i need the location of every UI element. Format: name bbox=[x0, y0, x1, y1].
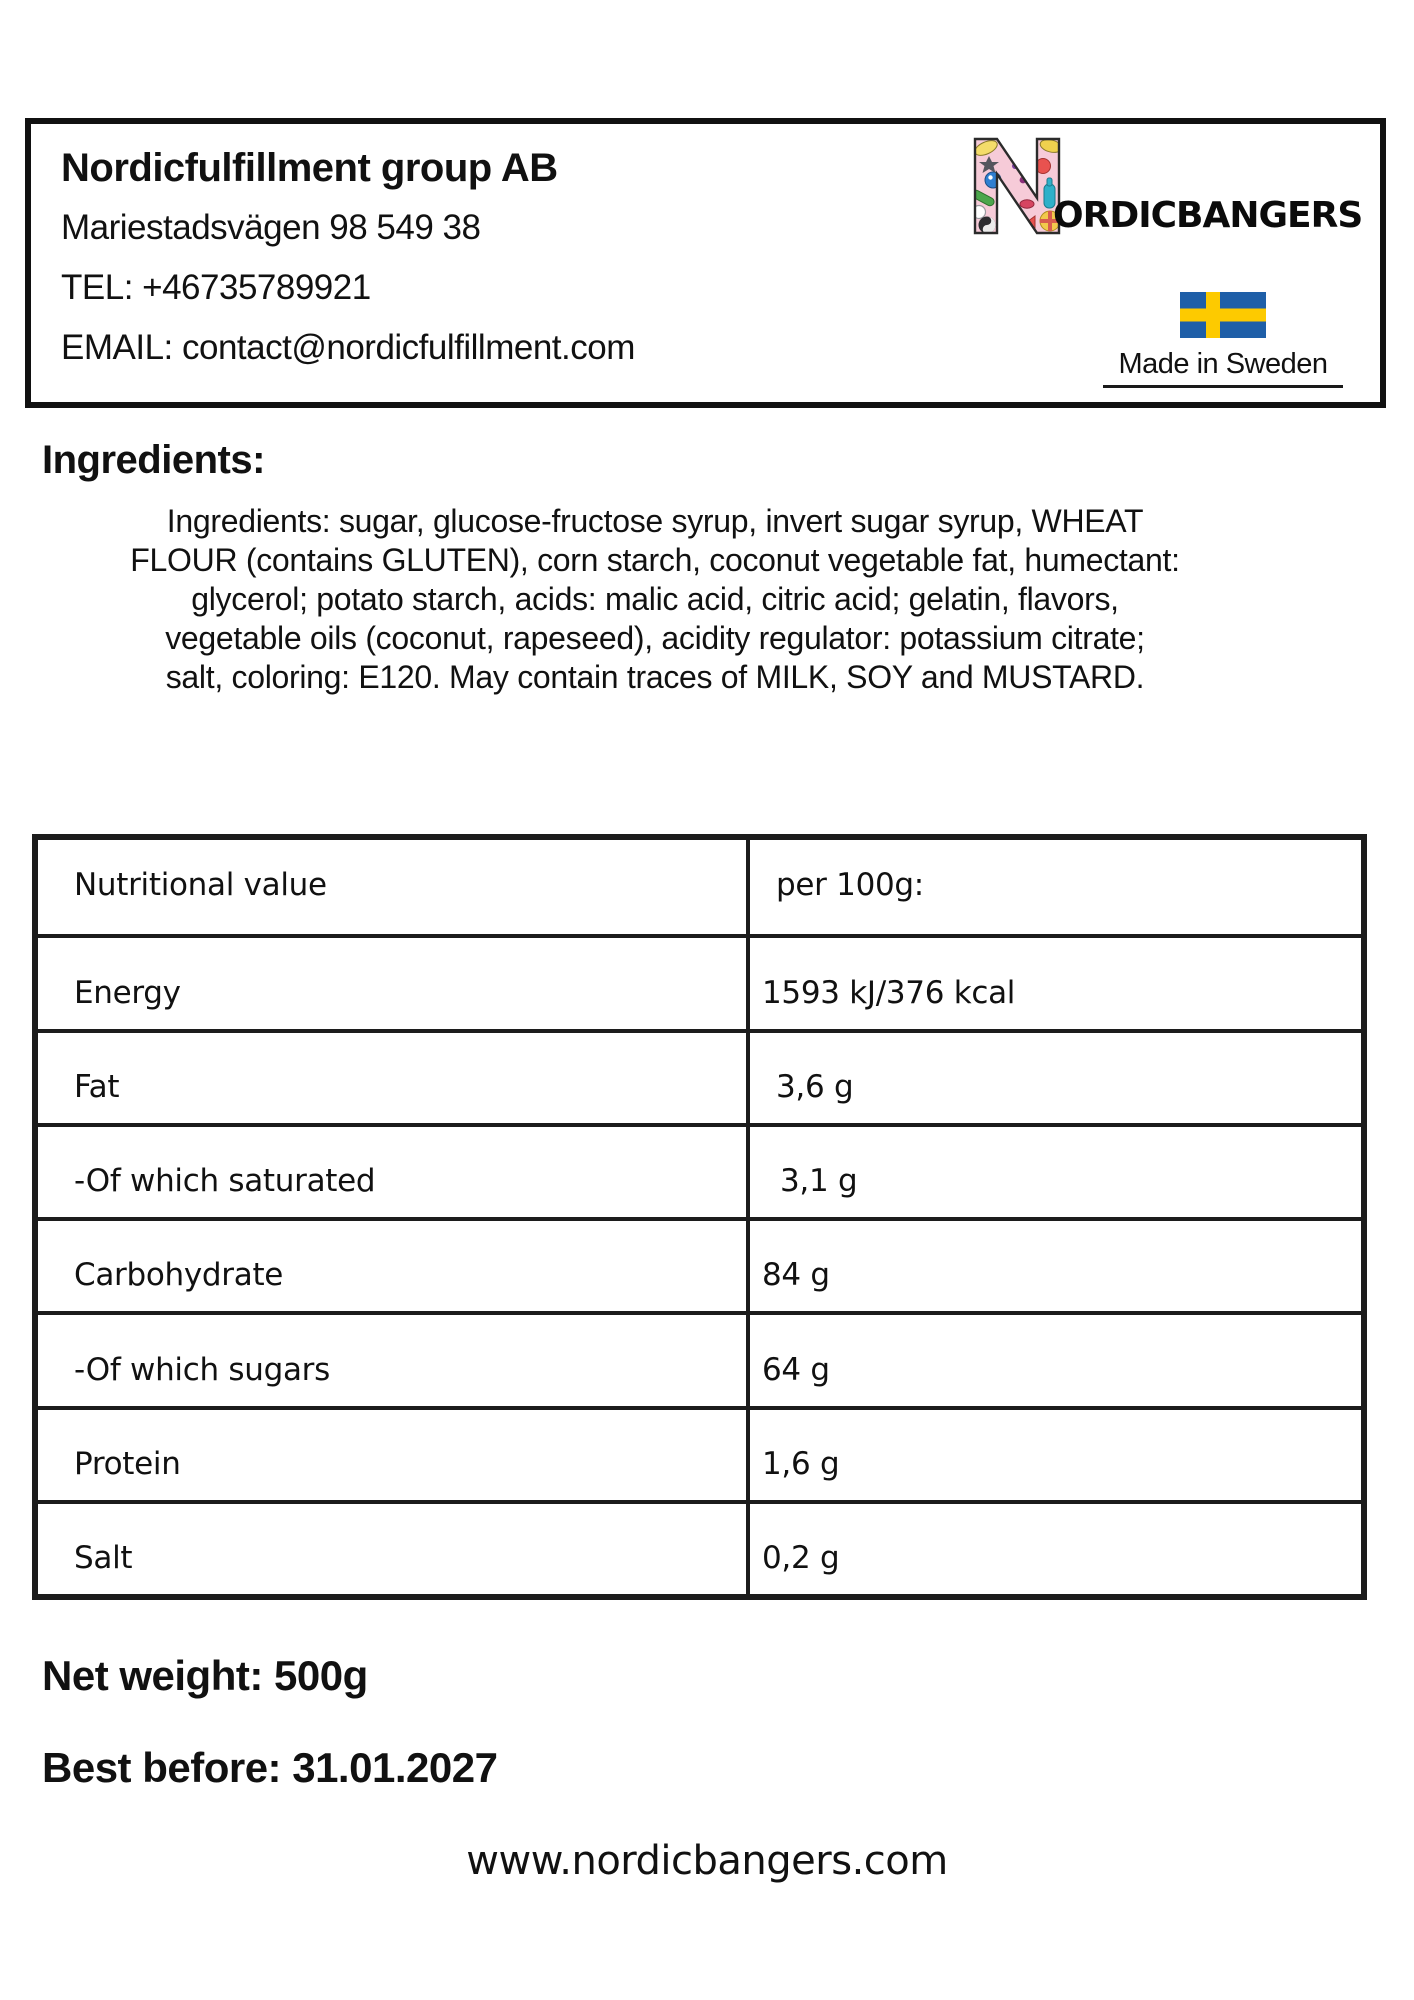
company-address: Mariestadsvägen 98 549 38 bbox=[61, 208, 481, 247]
company-name: Nordicfulfillment group AB bbox=[61, 146, 558, 190]
best-before-text: Best before: 31.01.2027 bbox=[42, 1744, 498, 1791]
made-in-underline bbox=[1103, 385, 1343, 388]
nutrition-label-cell: Salt bbox=[38, 1500, 750, 1594]
company-email: EMAIL: contact@nordicfulfillment.com bbox=[61, 328, 635, 367]
ingredients-line: FLOUR (contains GLUTEN), corn starch, coconut vegetable fat, humectant: bbox=[130, 542, 1180, 578]
sweden-flag-icon bbox=[1180, 292, 1266, 338]
company-block bbox=[61, 138, 635, 378]
nutrition-table bbox=[32, 834, 1367, 1600]
nutrition-label-cell: -Of which saturated bbox=[38, 1123, 750, 1217]
nutrition-value-cell: 0,2 g bbox=[750, 1500, 1361, 1594]
nordicbangers-logo bbox=[967, 136, 1362, 236]
ingredients-text bbox=[20, 502, 1290, 697]
nutrition-value-cell: 84 g bbox=[750, 1217, 1361, 1311]
nutrition-label-cell: Carbohydrate bbox=[38, 1217, 750, 1311]
net-weight-text: Net weight: 500g bbox=[42, 1652, 368, 1699]
candy-letter-n-icon bbox=[967, 136, 1067, 236]
nutrition-label-cell: Nutritional value bbox=[38, 840, 750, 934]
nutrition-value-cell: 1593 kJ/376 kcal bbox=[750, 934, 1361, 1028]
ingredients-line: glycerol; potato starch, acids: malic acid, citric acid; gelatin, flavors, bbox=[191, 581, 1119, 617]
made-in-sweden-block bbox=[1089, 292, 1357, 388]
nutrition-label-cell: Fat bbox=[38, 1029, 750, 1123]
nutrition-value-cell: 3,6 g bbox=[750, 1029, 1361, 1123]
nutrition-label-cell: Energy bbox=[38, 934, 750, 1028]
company-phone: TEL: +46735789921 bbox=[61, 268, 371, 307]
ingredients-line: salt, coloring: E120. May contain traces of MILK, SOY and MUSTARD. bbox=[165, 659, 1145, 695]
nutrition-value-cell: 1,6 g bbox=[750, 1406, 1361, 1500]
nutrition-label-cell: Protein bbox=[38, 1406, 750, 1500]
logo-wordmark: ORDICBANGERS bbox=[1053, 195, 1363, 236]
nutrition-value-cell: 3,1 g bbox=[750, 1123, 1361, 1217]
company-info-box bbox=[25, 118, 1386, 408]
nutrition-value-cell: 64 g bbox=[750, 1311, 1361, 1405]
ingredients-line: Ingredients: sugar, glucose-fructose syrup, invert sugar syrup, WHEAT bbox=[166, 503, 1144, 539]
made-in-text: Made in Sweden bbox=[1118, 348, 1328, 380]
ingredients-heading: Ingredients: bbox=[42, 438, 265, 482]
website-text: www.nordicbangers.com bbox=[466, 1838, 948, 1884]
nutrition-value-cell: per 100g: bbox=[776, 867, 924, 904]
ingredients-line: vegetable oils (coconut, rapeseed), acidity regulator: potassium citrate; bbox=[165, 620, 1145, 656]
nutrition-label-cell: -Of which sugars bbox=[38, 1311, 750, 1405]
